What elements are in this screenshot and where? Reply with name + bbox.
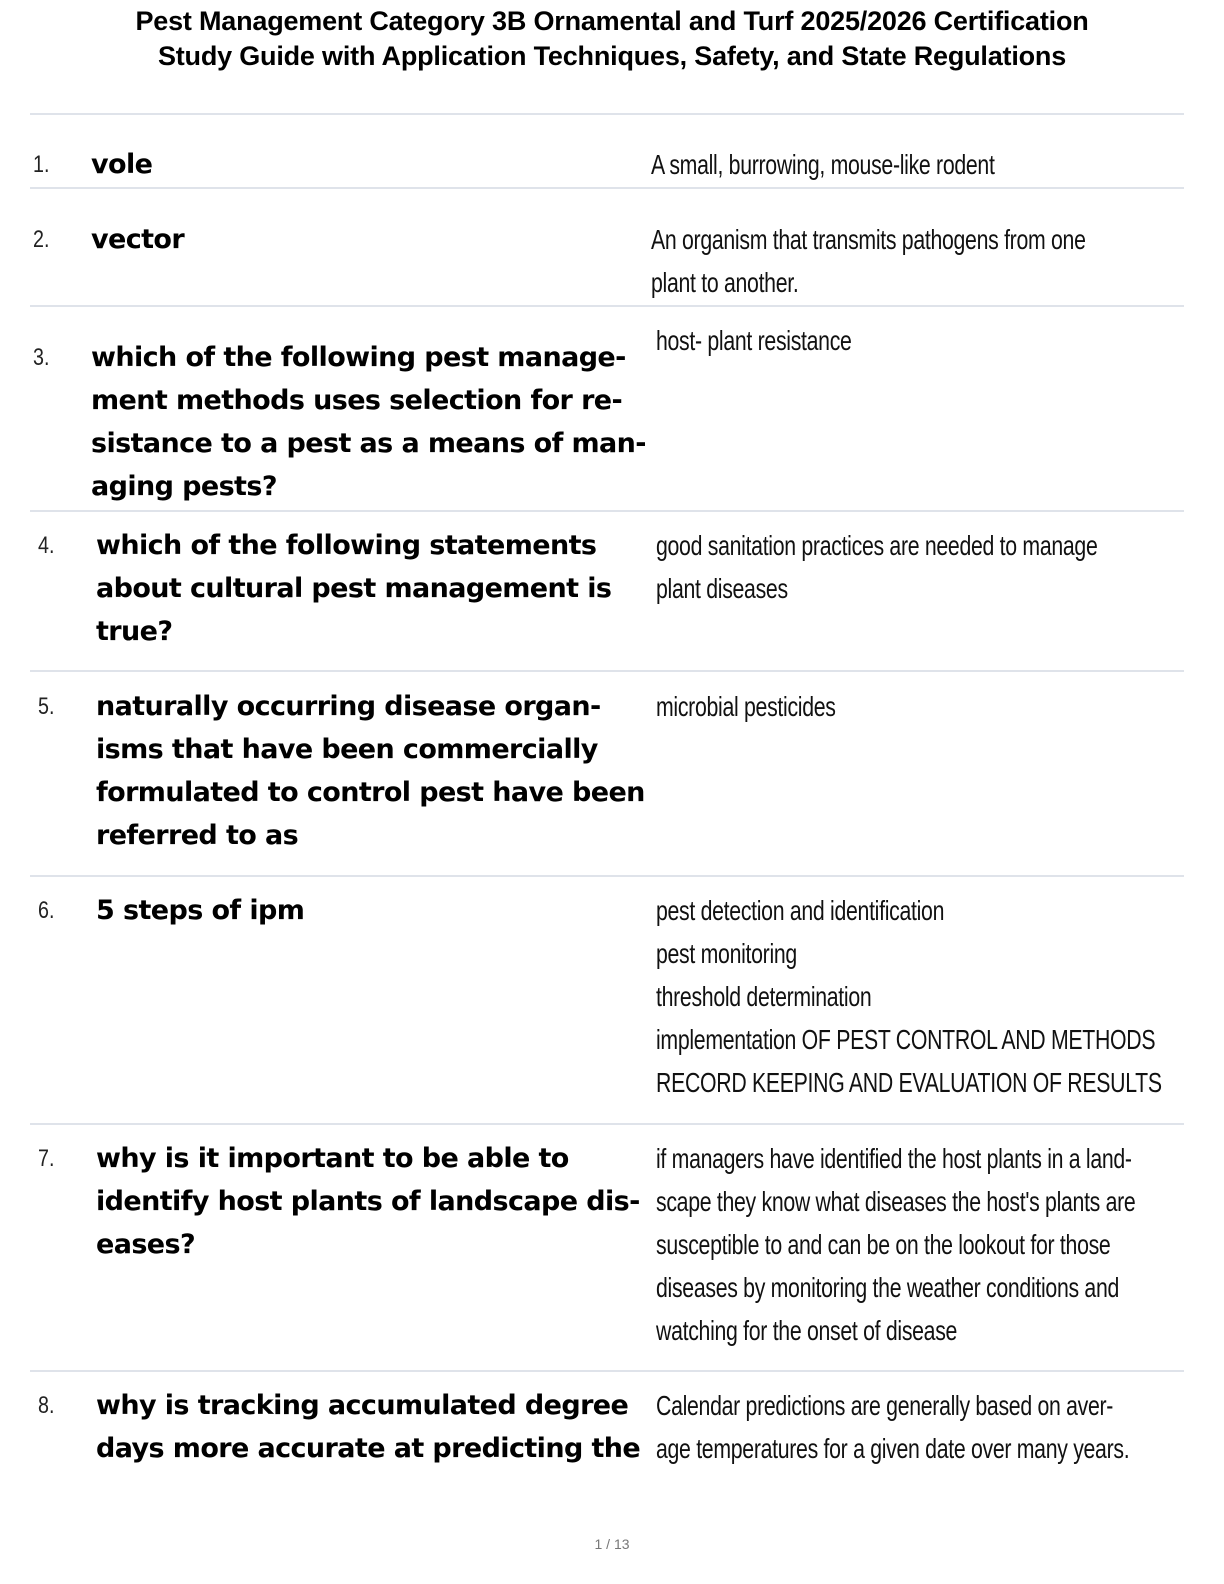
card-number: 4. <box>38 532 55 559</box>
card-number: 2. <box>33 226 50 253</box>
divider <box>30 1123 1184 1125</box>
definition-line: threshold determination <box>656 981 872 1012</box>
card-definition <box>651 218 1086 304</box>
divider <box>30 670 1184 672</box>
card-number: 7. <box>38 1145 55 1172</box>
card-number: 1. <box>33 151 50 178</box>
divider <box>30 510 1184 512</box>
term-line: why is tracking accumulated degree <box>96 1390 629 1421</box>
card-term <box>96 1137 640 1266</box>
card-term <box>96 685 645 857</box>
card-term <box>96 889 304 932</box>
definition-line: if managers have identified the host plants in a land- <box>656 1143 1132 1174</box>
definition-line: plant diseases <box>656 573 788 604</box>
term-line: referred to as <box>96 820 299 851</box>
term-line: eases? <box>96 1229 196 1260</box>
term-line: isms that have been commercially <box>96 734 598 765</box>
definition-line: An organism that transmits pathogens from one <box>651 224 1086 255</box>
card-number: 5. <box>38 693 55 720</box>
term-line: true? <box>96 616 173 647</box>
card-definition <box>651 143 995 186</box>
term-line: aging pests? <box>91 471 277 502</box>
term-line: identify host plants of landscape dis- <box>96 1186 640 1217</box>
term-line: about cultural pest management is <box>96 573 612 604</box>
definition-line: RECORD KEEPING AND EVALUATION OF RESULTS <box>656 1067 1162 1098</box>
card-definition <box>656 889 1162 1104</box>
definition-line: scape they know what diseases the host's plants are <box>656 1186 1136 1217</box>
term-line: vole <box>91 149 153 180</box>
card-number: 6. <box>38 897 55 924</box>
card-term <box>96 1384 640 1470</box>
definition-line: A small, burrowing, mouse-like rodent <box>651 149 995 180</box>
title-line-1: Pest Management Category 3B Ornamental and Turf 2025/2026 Certification <box>135 6 1089 36</box>
card-term <box>91 336 646 508</box>
term-line: ment methods uses selection for re- <box>91 385 623 416</box>
card-definition <box>656 685 836 728</box>
divider <box>30 875 1184 877</box>
card-number: 8. <box>38 1392 55 1419</box>
definition-line: watching for the onset of disease <box>656 1315 958 1346</box>
card-term <box>91 218 184 261</box>
card-definition <box>656 1384 1129 1470</box>
definition-line: microbial pesticides <box>656 691 836 722</box>
card-term <box>96 524 611 653</box>
term-line: vector <box>91 224 185 255</box>
definition-line: diseases by monitoring the weather conditions and <box>656 1272 1120 1303</box>
definition-line: age temperatures for a given date over many years. <box>656 1433 1130 1464</box>
divider <box>30 305 1184 307</box>
card-number: 3. <box>33 344 50 371</box>
card-term <box>91 143 152 186</box>
card-definition <box>656 1137 1135 1352</box>
term-line: days more accurate at predicting the <box>96 1433 641 1464</box>
divider <box>30 113 1184 115</box>
term-line: formulated to control pest have been <box>96 777 645 808</box>
definition-line: plant to another. <box>651 267 799 298</box>
title-line-2: Study Guide with Application Techniques, Safety, and State Regulations <box>157 41 1067 71</box>
definition-line: implementation OF PEST CONTROL AND METHODS <box>656 1024 1156 1055</box>
term-line: 5 steps of ipm <box>96 895 305 926</box>
page-number: 1 / 13 <box>594 1536 630 1552</box>
term-line: naturally occurring disease organ- <box>96 691 601 722</box>
definition-line: susceptible to and can be on the lookout for those <box>656 1229 1111 1260</box>
term-line: which of the following pest manage- <box>91 342 626 373</box>
definition-line: Calendar predictions are generally based on aver- <box>656 1390 1114 1421</box>
definition-line: host- plant resistance <box>656 325 852 356</box>
document-title <box>0 4 1224 74</box>
term-line: which of the following statements <box>96 530 597 561</box>
card-definition <box>656 319 852 362</box>
definition-line: good sanitation practices are needed to manage <box>656 530 1098 561</box>
divider <box>30 1370 1184 1372</box>
term-line: sistance to a pest as a means of man- <box>91 428 646 459</box>
definition-line: pest monitoring <box>656 938 797 969</box>
term-line: why is it important to be able to <box>96 1143 569 1174</box>
divider <box>30 187 1184 189</box>
card-definition <box>656 524 1098 610</box>
definition-line: pest detection and identification <box>656 895 945 926</box>
